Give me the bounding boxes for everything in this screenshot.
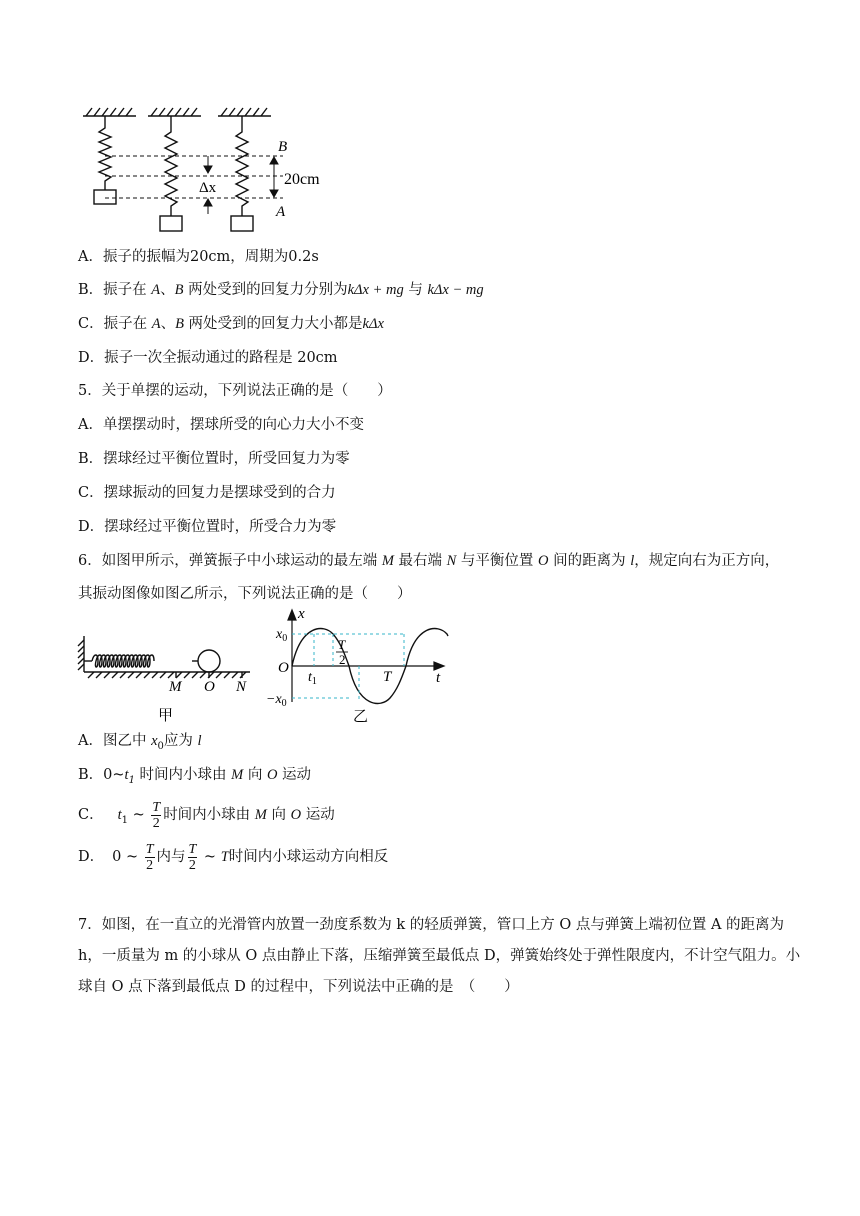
yi-label-x0: $x_0$ xyxy=(276,627,288,644)
yi-label-neg-x0: $-x_0$ xyxy=(266,692,287,709)
jia-label-m: M xyxy=(169,679,182,695)
q5-stem: 5．关于单摆的运动，下列说法正确的是（ ） xyxy=(78,383,392,399)
springs-figure xyxy=(78,106,338,236)
q7-stem: 7．如图，在一直立的光滑管内放置一劲度系数为 k 的轻质弹簧，管口上方 O 点与弹簧上端初位置 A 的距离为 h，一质量为 m 的小球从 O 点由静止下落，压缩弹簧至最低点 D，弹簧始终处于弹性限度内，不计空气阻力。小球自 O 点下落到最低点 D 的过程中，下列说法中正确的是 （ ） xyxy=(78,917,801,995)
jia-caption: 甲 xyxy=(158,708,174,724)
q6-option-b: B．$0\sim t_1$ 时间内小球由 M 向 O 运动 xyxy=(78,767,312,786)
yi-label-origin: O xyxy=(278,660,289,676)
q6-option-a: A．图乙中 $x_0$应为 l xyxy=(78,733,202,752)
yi-label-half-t-den: 2 xyxy=(339,652,346,667)
fraction-t-over-2: $\frac{T}{2}$ xyxy=(145,841,154,873)
yi-label-half-t-num: T xyxy=(338,637,346,652)
q5-option-d: D．摆球经过平衡位置时，所受合力为零 xyxy=(78,519,337,535)
fraction-t-over-2: $\frac{T}{2}$ xyxy=(188,841,197,873)
fig-label-a: A xyxy=(276,204,286,220)
yi-axis-t: t xyxy=(436,670,441,686)
q6-option-d: D． 0 ~ $\frac{T}{2}$ 内与 $\frac{T}{2}$ ~ T时间内小球运动方向相反 xyxy=(78,841,389,873)
q4-option-b: B．振子在 A、B 两处受到的回复力分别为kΔx + mg 与 kΔx − mg xyxy=(78,282,484,298)
fig-label-b: B xyxy=(278,139,288,155)
q5-option-c: C．摆球振动的回复力是摆球受到的合力 xyxy=(78,485,336,501)
q6-stem-line1: 6．如图甲所示，弹簧振子中小球运动的最左端 M 最右端 N 与平衡位置 O 间的距离为 l，规定向右为正方向， xyxy=(78,553,780,569)
jia-label-n: N xyxy=(236,679,247,695)
q5-option-b: B．摆球经过平衡位置时，所受回复力为零 xyxy=(78,451,350,467)
figure-yi xyxy=(262,606,452,724)
fig-label-dx: Δx xyxy=(199,180,217,196)
yi-axis-x: x xyxy=(298,606,305,622)
yi-caption: 乙 xyxy=(353,709,369,725)
q5-option-a: A．单摆摆动时，摆球所受的向心力大小不变 xyxy=(78,417,364,433)
yi-label-period: T xyxy=(383,669,392,685)
q4-option-d: D．振子一次全振动通过的路程是 20cm xyxy=(78,350,338,366)
q6-option-c: C． $t_1$ ~ $\frac{T}{2}$ 时间内小球由 M 向 O 运动 xyxy=(78,799,335,831)
q6-stem-line2: 其振动图像如图乙所示，下列说法正确的是（ ） xyxy=(78,586,412,602)
figure-jia xyxy=(78,628,258,728)
jia-label-o: O xyxy=(204,679,215,695)
q4-option-c: C．振子在 A、B 两处受到的回复力大小都是kΔx xyxy=(78,316,384,332)
fraction-t-over-2: $\frac{T}{2}$ xyxy=(152,799,161,831)
fig-label-20cm: 20cm xyxy=(284,171,320,188)
q4-option-a: A．振子的振幅为20cm，周期为0.2s xyxy=(78,249,319,265)
yi-label-t1: $t_1$ xyxy=(308,670,317,687)
